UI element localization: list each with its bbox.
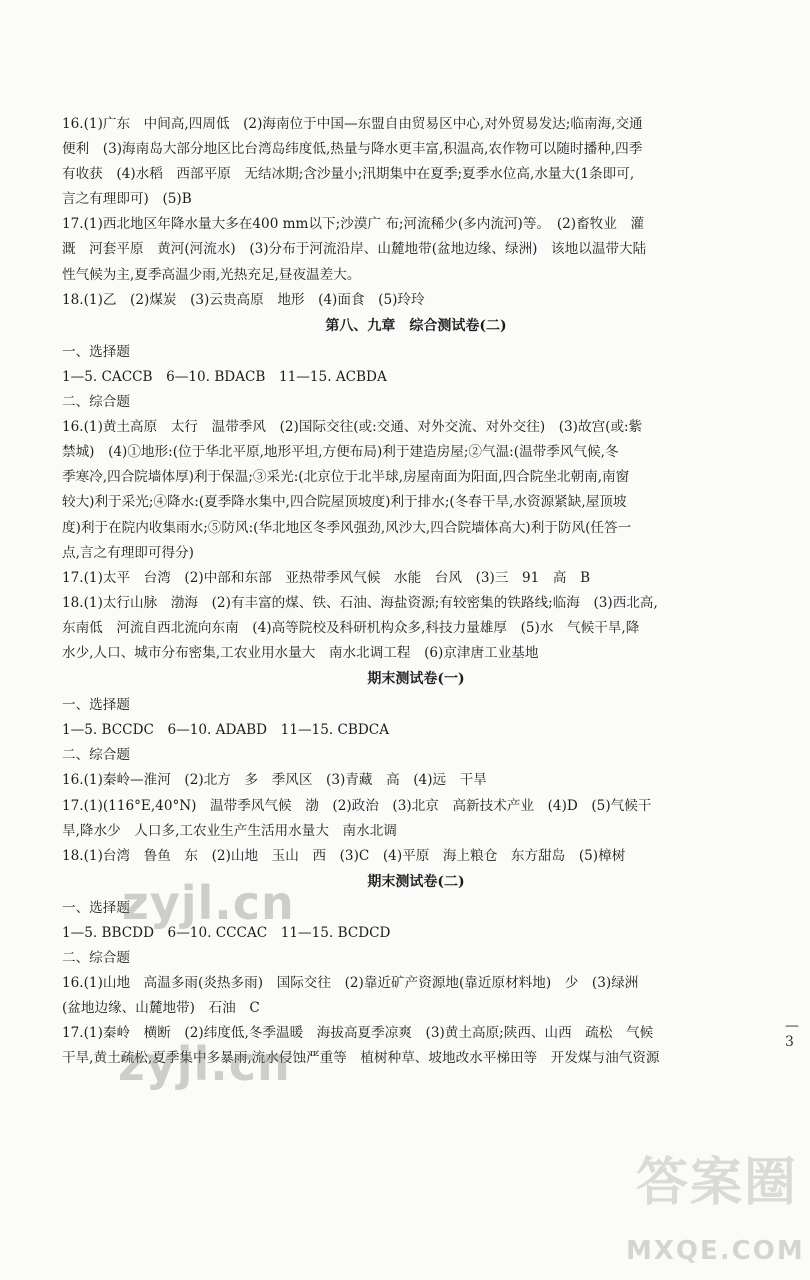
text-line: 17.(1)(116°E,40°N) 温带季风气候 渤 (2)政治 (3)北京 高新技术产业 (4)D (5)气候干: [62, 797, 652, 814]
text-line: 言之有理即可) (5)B: [62, 191, 192, 208]
text-line: 1—5. CACCB 6—10. BDACB 11—15. ACBDA: [62, 368, 387, 385]
text-line: 季寒冷,四合院墙体厚)利于保温;③采光:(北京位于北半球,房屋南面为阳面,四合院坐北朝南,南窗: [62, 469, 630, 486]
text-line: 1—5. BCCDC 6—10. ADABD 11—15. CBDCA: [62, 722, 390, 739]
text-line: 17.(1)西北地区年降水量大多在400 mm以下;沙漠广 布;河流稀少(多内流河)等。 (2)畜牧业 灌: [62, 216, 645, 233]
text-line: 便利 (3)海南岛大部分地区比台湾岛纬度低,热量与降水更丰富,积温高,农作物可以随时播种,四季: [62, 141, 643, 158]
text-line: 水少,人口、城市分布密集,工农业用水量大 南水北调工程 (6)京津唐工业基地: [62, 644, 539, 661]
text-line: 溉 河套平原 黄河(河流水) (3)分布于河流沿岸、山麓地带(盆地边缘、绿洲) 该地以温带大陆: [62, 241, 647, 258]
text-line: 17.(1)太平 台湾 (2)中部和东部 亚热带季风气候 水能 台风 (3)三 91 高 B: [62, 569, 591, 586]
watermark-logo: 答案圈: [636, 1153, 799, 1213]
text-line: 点,言之有理即可得分): [62, 544, 194, 561]
text-line: 一、选择题: [62, 899, 130, 916]
text-line: 度)利于在院内收集雨水;⑤防风:(华北地区冬季风强劲,风沙大,四合院墙体高大)利于防风(任答一: [62, 519, 632, 536]
page-number: — 3: [785, 1018, 799, 1050]
text-line: 二、综合题: [62, 950, 130, 967]
text-line: 一、选择题: [62, 697, 130, 714]
watermark-site: zyjl.cn: [122, 876, 295, 930]
text-line: 二、综合题: [62, 394, 130, 411]
text-line: 较大)利于采光;④降水:(夏季降水集中,四合院屋顶坡度)利于排水;(冬春干旱,水资源紧缺,屋顶坡: [62, 494, 627, 511]
text-line: 禁城) (4)①地形:(位于华北平原,地形平坦,方便布局)利于建造房屋;②气温:(温带季风气候,冬: [62, 444, 619, 461]
text-line: 18.(1)太行山脉 渤海 (2)有丰富的煤、铁、石油、海盐资源;有较密集的铁路线;临海 (3)西北高,: [62, 594, 658, 611]
text-line: 16.(1)秦岭—淮河 (2)北方 多 季风区 (3)青藏 高 (4)远 干旱: [62, 772, 487, 789]
text-line: 17.(1)秦岭 横断 (2)纬度低,冬季温暖 海拔高夏季凉爽 (3)黄土高原;陕西、山西 疏松 气候: [62, 1025, 654, 1042]
text-line: 东南低 河流自西北流向东南 (4)高等院校及科研机构众多,科技力量雄厚 (5)水 气候干旱,降: [62, 619, 640, 636]
section-heading: 第八、九章 综合测试卷(二): [325, 317, 507, 334]
text-line: (盆地边缘、山麓地带) 石油 C: [62, 1000, 260, 1017]
text-line: 干旱,黄土疏松,夏季集中多暴雨,流水侵蚀严重等 植树种草、坡地改水平梯田等 开发煤与油气资源: [62, 1050, 660, 1067]
text-line: 性气候为主,夏季高温少雨,光热充足,昼夜温差大。: [62, 266, 361, 283]
text-line: 16.(1)山地 高温多雨(炎热多雨) 国际交往 (2)靠近矿产资源地(靠近原材料地) 少 (3)绿洲: [62, 975, 639, 992]
section-heading: 期末测试卷(二): [367, 873, 465, 890]
text-line: 18.(1)乙 (2)煤炭 (3)云贵高原 地形 (4)面食 (5)玲玲: [62, 291, 425, 308]
text-line: 16.(1)广东 中间高,四周低 (2)海南位于中国—东盟自由贸易区中心,对外贸易发达;临南海,交通: [62, 116, 643, 132]
watermark-site: zyjl.cn: [118, 1037, 291, 1091]
section-heading: 期末测试卷(一): [367, 671, 465, 688]
text-line: 二、综合题: [62, 747, 130, 764]
text-line: 16.(1)黄土高原 太行 温带季风 (2)国际交往(或:交通、对外交流、对外交往) (3)故宫(或:紫: [62, 419, 643, 436]
text-line: 1—5. BBCDD 6—10. CCCAC 11—15. BCDCD: [62, 925, 391, 941]
text-line: 有收获 (4)水稻 西部平原 无结冰期;含沙量小;汛期集中在夏季;夏季水位高,水量大(1条即可,: [62, 166, 635, 183]
text-line: 一、选择题: [62, 343, 130, 360]
text-line: 18.(1)台湾 鲁鱼 东 (2)山地 玉山 西 (3)C (4)平原 海上粮仓 东方甜岛 (5)樟树: [62, 847, 626, 864]
text-line: 旱,降水少 人口多,工农业生产生活用水量大 南水北调: [62, 822, 397, 839]
watermark-logo-url: MXQE.COM: [626, 1236, 805, 1266]
